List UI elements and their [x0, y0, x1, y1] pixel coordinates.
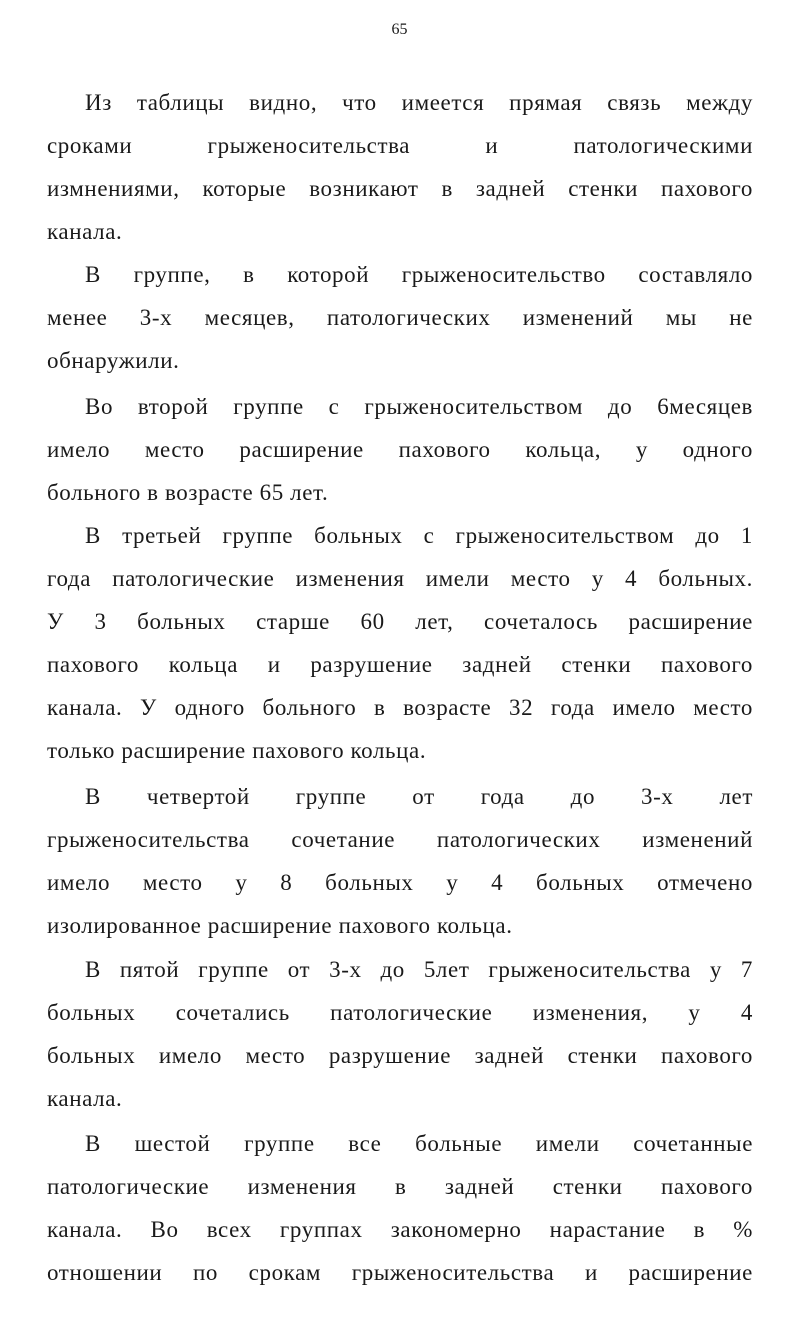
- text-line: пахового кольца и разрушение задней стенки пахового: [47, 652, 753, 677]
- text-line: Во второй группе с грыженосительством до 6месяцев: [85, 394, 753, 419]
- text-line: измнениями, которые возникают в задней стенки пахового: [47, 176, 753, 201]
- page-number: 65: [391, 21, 408, 38]
- text-line: Из таблицы видно, что имеется прямая связь между: [85, 90, 753, 115]
- text-line: патологические изменения в задней стенки пахового: [47, 1174, 753, 1199]
- text-line: канала.: [47, 219, 123, 244]
- text-line: канала. Во всех группах закономерно нарастание в %: [47, 1217, 753, 1242]
- text-line: только расширение пахового кольца.: [47, 738, 427, 763]
- text-line: имело место у 8 больных у 4 больных отмечено: [47, 870, 753, 895]
- text-line: больных имело место разрушение задней стенки пахового: [47, 1043, 753, 1068]
- text-line: В третьей группе больных с грыженосительством до 1: [85, 523, 753, 548]
- text-line: изолированное расширение пахового кольца.: [47, 913, 513, 938]
- text-line: отношении по срокам грыженосительства и расширение: [47, 1260, 753, 1285]
- text-line: канала.: [47, 1086, 123, 1111]
- text-line: В пятой группе от 3-х до 5лет грыженосительства у 7: [85, 957, 753, 982]
- text-line: года патологические изменения имели место у 4 больных.: [47, 566, 753, 591]
- text-line: больных сочетались патологические изменения, у 4: [47, 1000, 753, 1025]
- text-line: менее 3-х месяцев, патологических изменений мы не: [47, 305, 753, 330]
- text-line: В четвертой группе от года до 3-х лет: [85, 784, 753, 809]
- text-line: имело место расширение пахового кольца, у одного: [47, 437, 753, 462]
- text-line: У 3 больных старше 60 лет, сочеталось расширение: [47, 609, 753, 634]
- text-line: В шестой группе все больные имели сочетанные: [85, 1131, 753, 1156]
- text-line: больного в возрасте 65 лет.: [47, 480, 329, 505]
- text-line: В группе, в которой грыженосительство составляло: [85, 262, 753, 287]
- text-line: сроками грыженосительства и патологическими: [47, 133, 753, 158]
- text-line: обнаружили.: [47, 348, 180, 373]
- text-line: канала. У одного больного в возрасте 32 года имело место: [47, 695, 753, 720]
- text-line: грыженосительства сочетание патологических изменений: [47, 827, 753, 852]
